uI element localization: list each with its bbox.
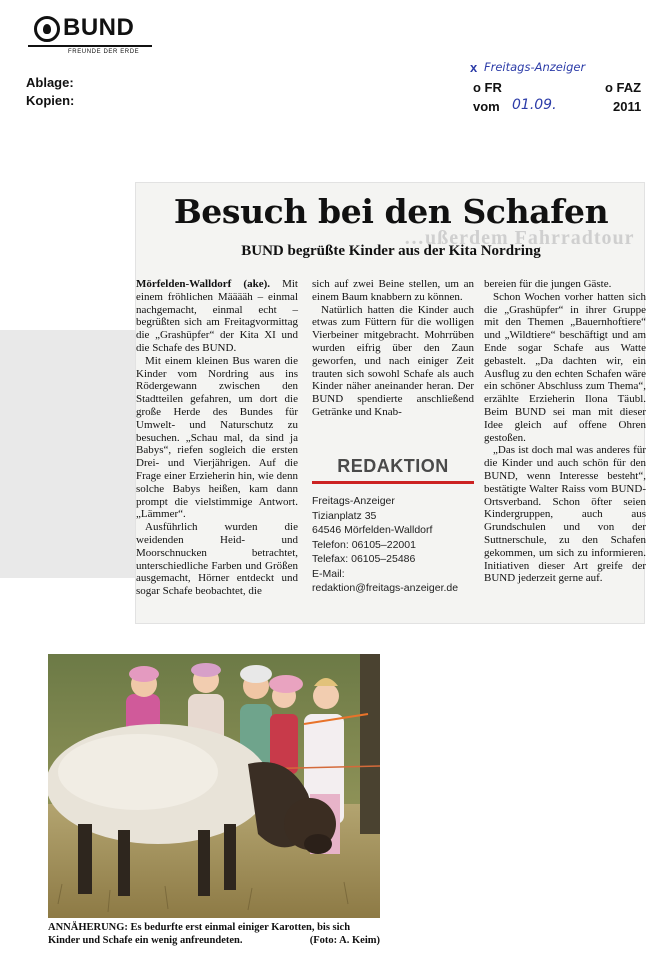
bund-logo: [28, 14, 152, 56]
article-column-3: [484, 278, 646, 585]
bund-logo-icon: [34, 16, 60, 42]
article-photo: [48, 654, 380, 918]
year: 2011: [613, 99, 642, 114]
redaktion-line: Telefon: 06105–22001: [312, 538, 416, 551]
source-checkmark: x: [470, 60, 478, 75]
option-fr: o FR: [473, 80, 502, 95]
redaktion-title: REDAKTION: [337, 456, 449, 476]
newspaper-clipping: [135, 182, 645, 624]
article-paragraph: Mit einem kleinen Bus waren die Kinder vom Nordring aus ins Rödergewann zwischen den Stadtteilen gefahren, um dort die große Herde des Bundes für Umwelt- und Naturschutz zu besuchen. „Schau mal, da sind ja Babys“, riefen sogleich die ersten Drei- und Vierjährigen. Auf die Frage einer Erzieherin hin, wie denn solche Babys heißen, kam dann prompt die vielstimmige Antwort. „Lämmer“.: [136, 354, 298, 521]
kopien-label: Kopien:: [26, 93, 75, 108]
logo-text: BUND: [63, 14, 135, 41]
article-paragraph: Mörfelden-Walldorf (ake). Mit einem fröhlichen Määääh – einmal nachgemacht, einmal echt – begrüßten sich am Freitagvormittag die „Grashüpfer“ der Kita XI und die Schafe des BUND.: [136, 278, 298, 354]
article-column-2: [312, 278, 474, 419]
photo-caption: [48, 922, 380, 947]
clipping-shadow: [0, 330, 135, 578]
redaktion-email: redaktion@freitags-anzeiger.de: [312, 582, 459, 594]
vom-label: vom: [473, 99, 500, 114]
redaktion-line: Freitags-Anzeiger: [312, 495, 395, 507]
article-column-1: [136, 278, 298, 598]
article-paragraph: Natürlich hatten die Kinder auch etwas zum Füttern für die wolligen Vierbeiner mitgebracht. Mohrrüben wurden eifrig über den Zaun geworfen, und nach einiger Zeit trauten sich sowohl Schafe als auch Kinder näher aneinander heran. Der BUND spendierte anschließend Getränke und Knab-: [312, 303, 474, 418]
caption-lead: ANNÄHERUNG:: [48, 922, 128, 933]
article-paragraph: sich auf zwei Beine stellen, um an einem Baum knabbern zu können.: [312, 278, 474, 303]
subheadline: BUND begrüßte Kinder aus der Kita Nordring: [241, 243, 541, 259]
redaktion-line: Telefax: 06105–25486: [312, 553, 416, 565]
redaktion-line: Tizianplatz 35: [312, 509, 377, 522]
article-paragraph: Ausführlich wurden die weidenden Heid- und Moorschnucken betrachtet, unterschiedliche Farben und Größen ausgemacht, Hörner entdeckt und sogar Schafe beobachtet, die: [136, 521, 298, 598]
logo-underline: [28, 45, 152, 47]
article-paragraph: bereien für die jungen Gäste.: [484, 278, 612, 290]
source-handwritten: Freitags-Anzeiger: [484, 60, 586, 74]
redaktion-line: 64546 Mörfelden-Walldorf: [312, 524, 433, 536]
ablage-label: Ablage:: [26, 75, 74, 90]
sheep-children-photo: [48, 654, 380, 918]
article-paragraph: „Das ist doch mal was anderes für die Kinder und auch schön für den BUND, wenn Interesse besteht“, bestätigte Walter Raiss vom BUND-Ortsverband. Schon öfter seien Kindergruppen, auch aus Grundschulen und von der Suttnerschule, zu den Schafen gekommen, um sich zu informieren. Initiativen dieser Art greife der BUND jederzeit gerne auf.: [484, 444, 646, 585]
headline: Besuch bei den Schafen: [173, 192, 609, 231]
redaktion-red-rule: [312, 481, 474, 484]
photo-credit: (Foto: A. Keim): [309, 934, 380, 946]
caption-text: Es bedurfte erst einmal einiger Karotten, bis sich Kinder und Schafe ein wenig anfreundeten.: [48, 922, 351, 946]
article-paragraph: Schon Wochen vorher hatten sich die „Grashüpfer“ in ihrer Gruppe mit den Themen „Bauernhoftiere“ und „Wildtiere“ beschäftigt und am Ende sogar Schafe aus Watte gebastelt. „Da dachten wir, ein Ausflug zu den echten Schafen wäre ein schöner Abschluss zum Thema“, erzählte Erzieherin Ilona Täubl. Beim BUND sei man mit dieser Idee gleich auf offene Ohren gestoßen.: [484, 290, 646, 444]
dateline: Mörfelden-Walldorf (ake).: [136, 278, 270, 290]
date-handwritten: 01.09.: [512, 97, 557, 113]
redaktion-line: E-Mail:: [312, 567, 345, 580]
option-faz: o FAZ: [605, 80, 642, 95]
logo-tagline: FREUNDE DER ERDE: [68, 49, 140, 55]
bleed-through-text: …ußerdem Fahrradtour: [404, 227, 635, 249]
redaktion-box: [312, 456, 474, 596]
